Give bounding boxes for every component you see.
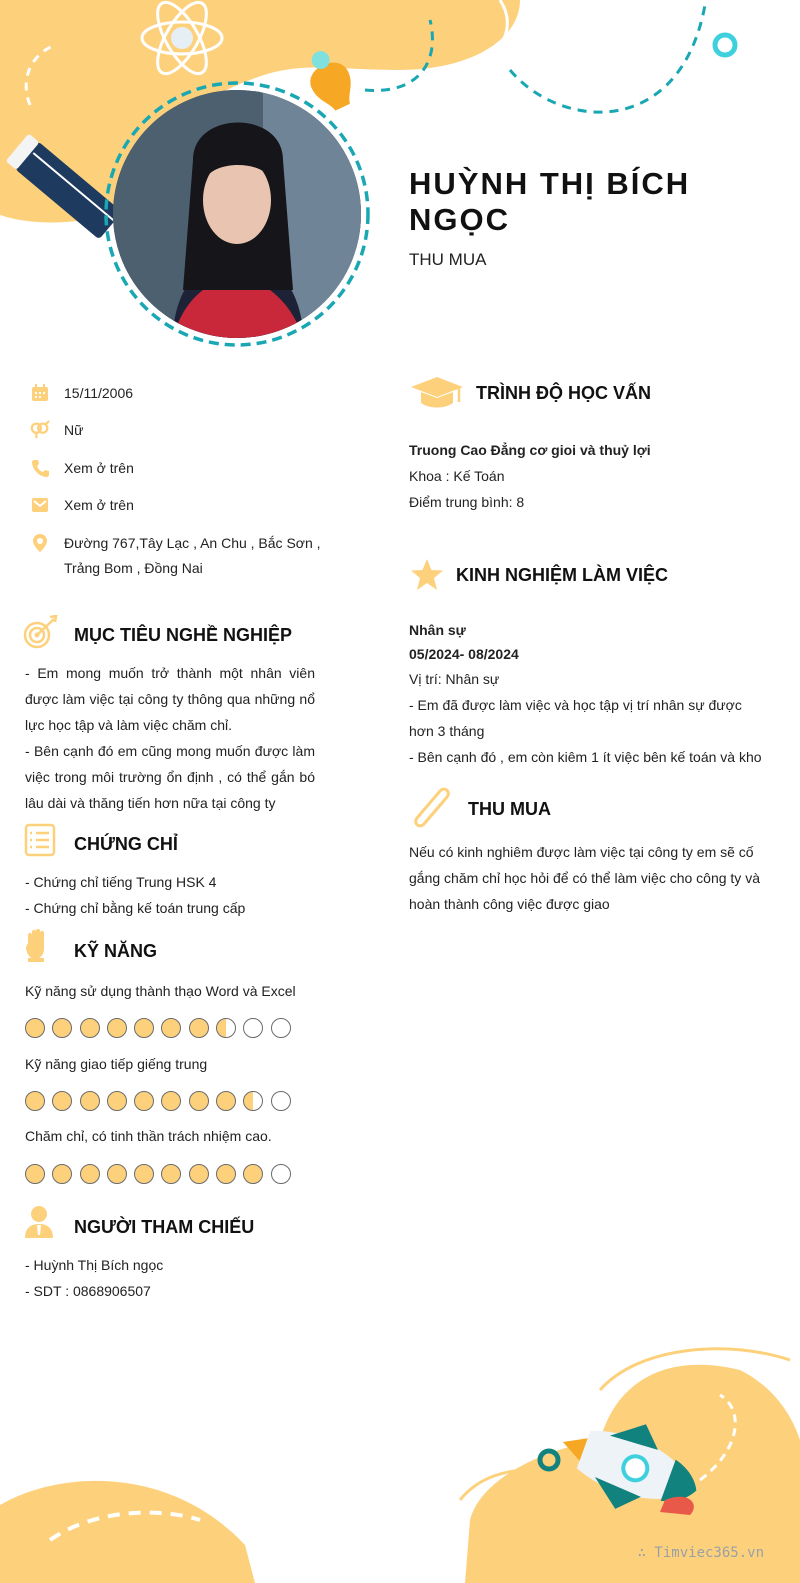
rating-dot (216, 1018, 236, 1038)
rating-dot (52, 1091, 72, 1111)
skill-rating (25, 1164, 291, 1184)
email-icon (30, 495, 50, 515)
star-icon (409, 558, 445, 592)
birthday-text: 15/11/2006 (64, 385, 134, 401)
candidate-role: THU MUA (409, 250, 487, 269)
certificates-text (25, 869, 315, 921)
rating-dot (80, 1091, 100, 1111)
rating-dot (80, 1018, 100, 1038)
gender-icon (30, 420, 50, 440)
rating-dot (271, 1164, 291, 1184)
reference-line: - Huỳnh Thị Bích ngọc (25, 1257, 164, 1273)
profile-photo (113, 90, 361, 338)
target-icon (23, 615, 59, 649)
education-title: TRÌNH ĐỘ HỌC VẤN (476, 383, 651, 403)
rating-dot (161, 1018, 181, 1038)
skills-title: KỸ NĂNG (74, 941, 158, 961)
experience-text (409, 618, 769, 770)
rating-dot (80, 1164, 100, 1184)
references-text (25, 1252, 315, 1304)
rating-dot (243, 1091, 263, 1111)
rating-dot (161, 1091, 181, 1111)
hobby-line: Nếu có kinh nghiêm được làm việc tại công ty em sẽ cố gắng chăm chỉ học hỏi để có thể làm việc cho công ty và hoàn thành công việc được giao (409, 844, 760, 912)
experience-line: - Em đã được làm việc và học tập vị trí nhân sự được hơn 3 tháng (409, 697, 742, 739)
skill-rating (25, 1018, 291, 1038)
rating-dot (107, 1164, 127, 1184)
education-text (409, 437, 769, 515)
rating-dot (52, 1018, 72, 1038)
watermark: ∴ Timviec365.vn (637, 1545, 764, 1561)
hand-icon (24, 929, 50, 963)
references-title: NGƯỜI THAM CHIẾU (74, 1217, 255, 1237)
rating-dot (107, 1091, 127, 1111)
rating-dot (52, 1164, 72, 1184)
experience-line: - Bên cạnh đó , em còn kiêm 1 ít việc bên kế toán và kho (409, 749, 762, 765)
rating-dot (107, 1018, 127, 1038)
reference-line: - SDT : 0868906507 (25, 1283, 151, 1299)
gender-text: Nữ (64, 422, 84, 438)
graduation-cap-icon (409, 376, 465, 412)
objective-line: - Em mong muốn trở thành một nhân viên được làm việc tại công ty thông qua những nổ lực học tập và làm việc chăm chỉ. (25, 665, 315, 733)
rating-dot (25, 1018, 45, 1038)
rating-dot (271, 1091, 291, 1111)
skill-label: Chăm chỉ, có tinh thần trách nhiệm cao. (25, 1128, 272, 1144)
rating-dot (134, 1091, 154, 1111)
person-icon (24, 1205, 54, 1239)
phone-text: Xem ở trên (64, 460, 134, 476)
rating-dot (216, 1091, 236, 1111)
location-pin-icon (30, 533, 50, 553)
candidate-name: HUỲNH THỊ BÍCH NGỌC (409, 166, 691, 237)
skill-label: Kỹ năng sử dụng thành thạo Word và Excel (25, 983, 296, 999)
education-line: Khoa : Kế Toán (409, 468, 505, 484)
rating-dot (161, 1164, 181, 1184)
objective-text (25, 660, 315, 816)
calendar-icon (30, 383, 50, 403)
school-name: Truong Cao Đẳng cơ gioi và thuỷ lợi (409, 442, 651, 458)
experience-period: 05/2024- 08/2024 (409, 646, 519, 662)
address-text: Đường 767,Tây Lạc , An Chu , Bắc Sơn , Trảng Bom , Đồng Nai (64, 535, 321, 576)
objective-title: MỤC TIÊU NGHỀ NGHIỆP (74, 625, 293, 645)
hobby-text (409, 839, 764, 917)
rating-dot (189, 1091, 209, 1111)
profile-photo-portrait (113, 90, 361, 338)
rating-dot (25, 1164, 45, 1184)
rating-dot (243, 1018, 263, 1038)
certificates-title: CHỨNG CHỈ (74, 834, 178, 854)
rating-dot (189, 1018, 209, 1038)
rating-dot (134, 1018, 154, 1038)
skill-rating (25, 1091, 291, 1111)
certificate-line: - Chứng chỉ tiếng Trung HSK 4 (25, 874, 217, 890)
rating-dot (243, 1164, 263, 1184)
phone-icon (30, 458, 50, 478)
experience-title: KINH NGHIỆM LÀM VIỆC (456, 565, 669, 585)
rating-dot (216, 1164, 236, 1184)
paperclip-icon (409, 787, 455, 831)
checklist-icon (24, 823, 56, 857)
certificate-line: - Chứng chỉ bằng kế toán trung cấp (25, 900, 246, 916)
skill-label: Kỹ năng giao tiếp giếng trung (25, 1056, 208, 1072)
rating-dot (189, 1164, 209, 1184)
experience-position: Nhân sự (409, 622, 466, 638)
rating-dot (25, 1091, 45, 1111)
education-line: Điểm trung bình: 8 (409, 494, 525, 510)
email-text: Xem ở trên (64, 497, 134, 513)
hobby-title: THU MUA (468, 799, 551, 819)
experience-line: Vị trí: Nhân sự (409, 671, 500, 687)
objective-line: - Bên cạnh đó em cũng mong muốn được làm việc trong môi trường ổn định , có thể gắn bó lâu dài và thăng tiến hơn nữa tại công ty (25, 743, 315, 811)
rating-dot (134, 1164, 154, 1184)
rating-dot (271, 1018, 291, 1038)
